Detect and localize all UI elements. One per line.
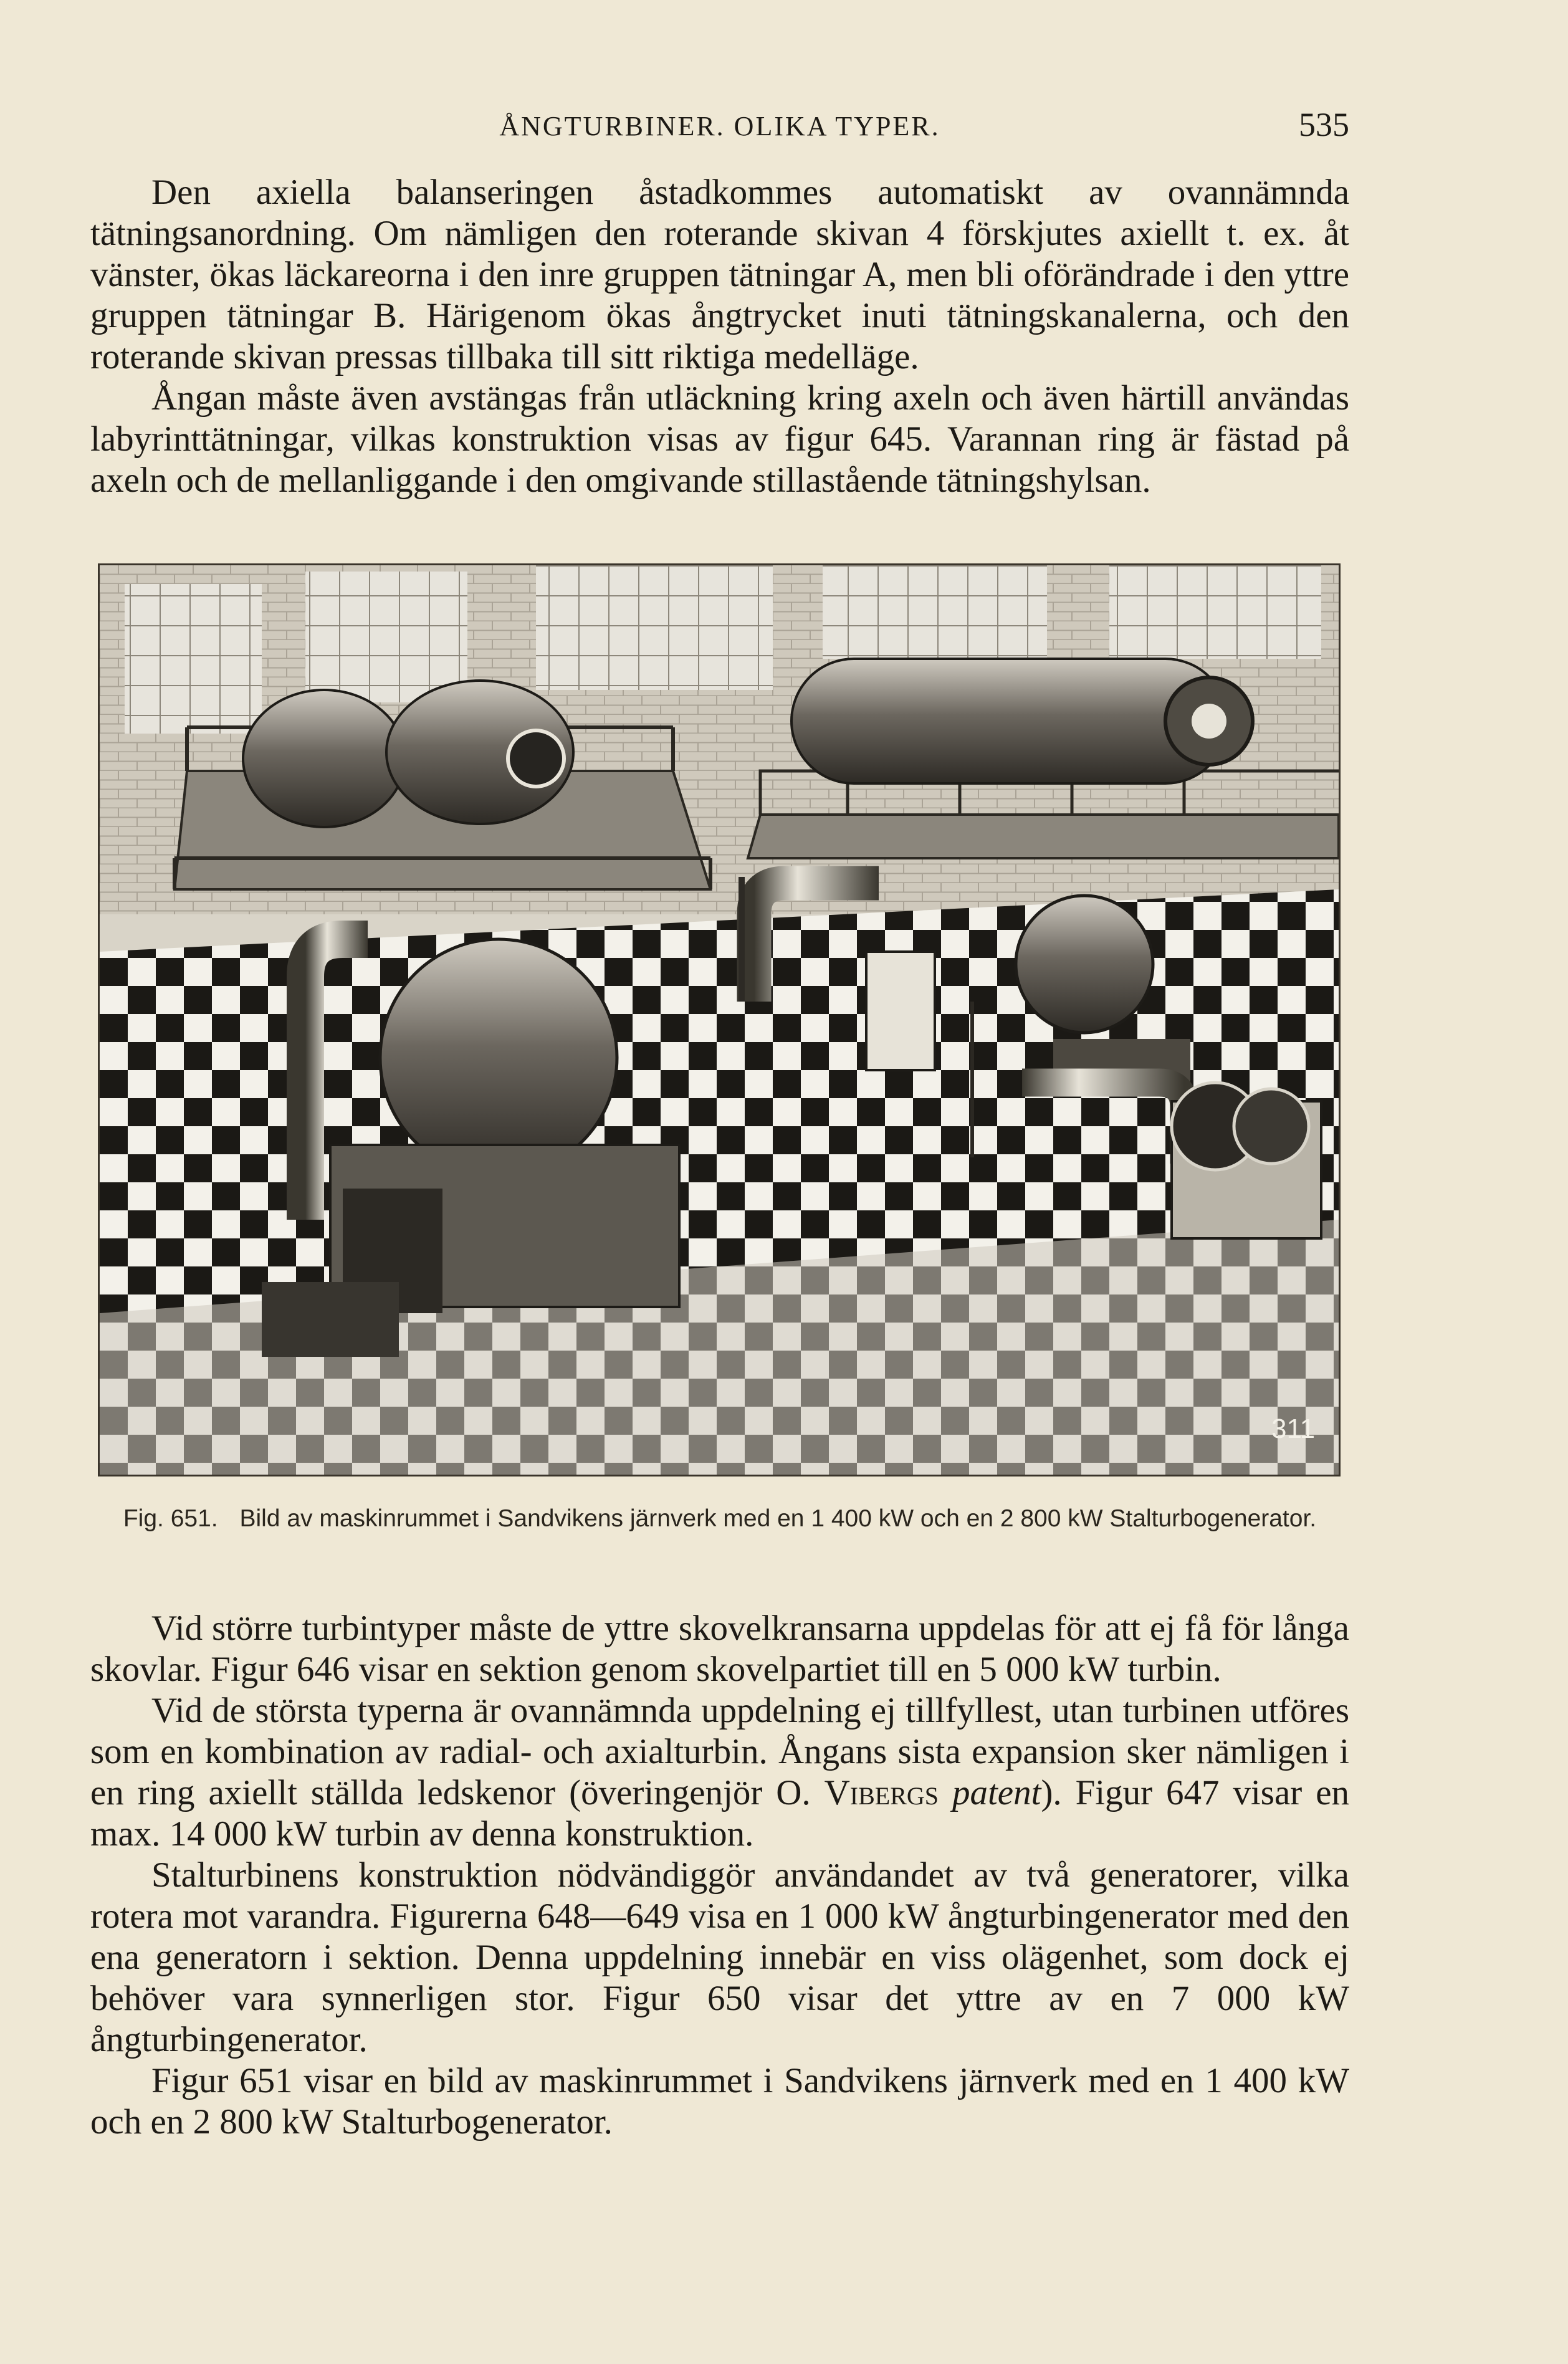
figure-caption: [90, 1503, 1349, 1534]
text-run: Vid de största typerna är ovannämnda uppdelning ej tillfylles: [151, 1691, 1025, 1730]
paragraph: [90, 1690, 1349, 1855]
page-number: 535: [1299, 106, 1349, 143]
paragraph: Ångan måste även avstängas från utläckning kring axeln och även härtill användas labyrinttätningar, vilkas konstruktion visas av figur 645. Varannan ring är fästad på axeln och de mellanliggande i den omgivande stillastående tätningshylsan.: [90, 378, 1349, 500]
caption-label: Fig. 651.: [123, 1505, 218, 1532]
figure-photo: [98, 563, 1341, 1476]
header-title: ÅNGTURBINER. OLIKA TYPER.: [499, 111, 940, 141]
body-text-top: [90, 172, 1349, 501]
plate-number: 311: [1271, 1414, 1316, 1444]
person-name: Vibergs: [824, 1773, 939, 1812]
text-run: t, utan turbinen utföres som en kombination av radial- och axialturbin. Ångans sista expansion sker nämligen i en ring axiellt ställda ledskenor (överingenjör O.: [90, 1691, 1349, 1812]
body-text-bottom: [90, 1608, 1349, 2143]
italic-term: patent: [952, 1773, 1041, 1812]
paragraph: Den axiella balanseringen åstadkommes automatiskt av ovannämnda tätningsanordning. Om nämligen den roterande skivan 4 förskjutes axiellt t. ex. åt vänster, ökas läckareorna i den inre gruppen tätningar A, men bli oförändrade i den yttre gruppen tätningar B. Härigenom ökas ångtrycket inuti tätningskanalerna, och den roterande skivan pressas tillbaka till sitt riktiga medelläge.: [90, 173, 1349, 376]
machine-room-photo: [100, 565, 1339, 1475]
paragraph: Stalturbinens konstruktion nödvändiggör användandet av två generatorer, vilka rotera mot varandra. Figurerna 648—649 visa en 1 000 kW ångturbingenerator med den ena generatorn i sektion. Denna uppdelning innebär en viss olägenhet, som dock ej behöver vara synnerligen stor. Figur 650 visar det yttre av en 7 000 kW ångturbingenerator.: [90, 1855, 1349, 2059]
caption-text: Bild av maskinrummet i Sandvikens järnverk med en 1 400 kW och en 2 800 kW Stalturbogenerator.: [239, 1505, 1317, 1532]
paragraph: Figur 651 visar en bild av maskinrummet i Sandvikens järnverk med en 1 400 kW och en 2 800 kW Stalturbogenerator.: [90, 2061, 1349, 2141]
text-run: ). Figur 647 visar en max. 14 000 kW turbin av denna konstruktion.: [90, 1773, 1349, 1854]
paragraph: Vid större turbintyper måste de yttre skovelkransarna uppdelas för att ej få för långa skovlar. Figur 646 visar en sektion genom skovelpartiet till en 5 000 kW turbin.: [90, 1609, 1349, 1689]
running-header: [90, 103, 1349, 159]
